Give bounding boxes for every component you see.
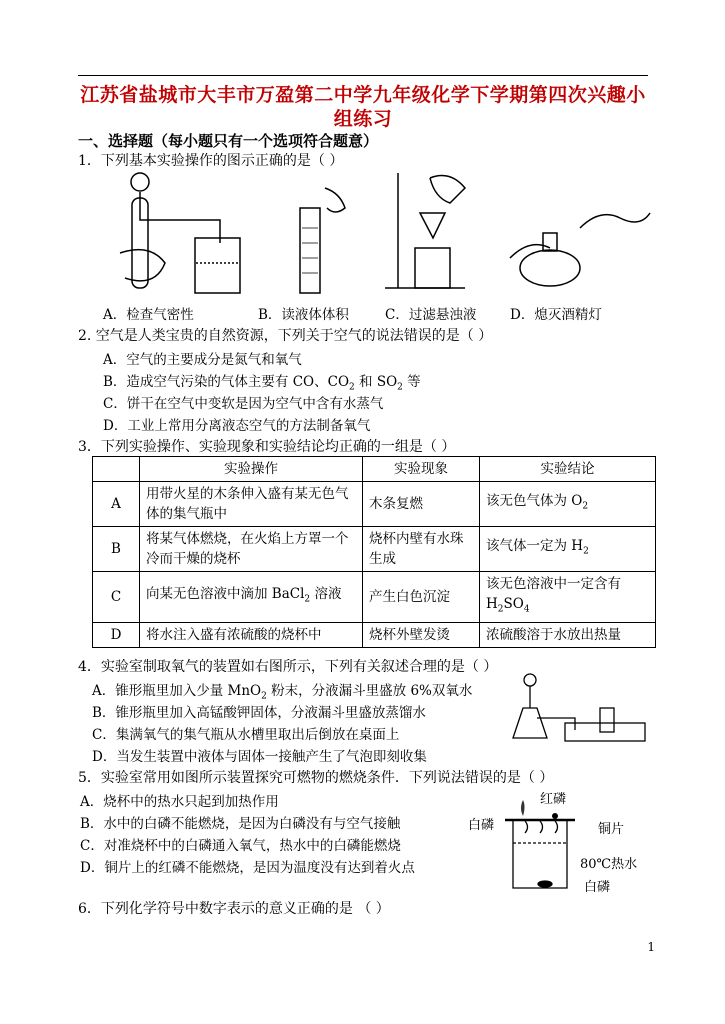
q1-option-a: A．检查气密性: [103, 307, 194, 323]
header-blank: [93, 457, 140, 482]
doc-title-line2: 组练习: [333, 108, 393, 130]
table-row: [93, 622, 656, 647]
top-rule: [78, 75, 648, 76]
row-conclusion: 该无色气体为 $O_2$: [480, 482, 656, 527]
page-number: 1: [647, 940, 655, 954]
q5-option-d: D．铜片上的红磷不能燃烧，是因为温度没有达到着火点: [80, 860, 415, 876]
doc-title-line1: 江苏省盐城市大丰市万盈第二中学九年级化学下学期第四次兴趣小: [80, 84, 646, 106]
row-operation: 将某气体燃烧，在火焰上方罩一个冷而干燥的烧杯: [140, 527, 363, 572]
label-hot-water: 80℃热水: [580, 857, 638, 872]
table-row: [93, 527, 656, 572]
q5-option-a: A．烧杯中的热水只起到加热作用: [80, 794, 279, 810]
section-heading: 一、选择题（每小题只有一个选项符合题意）: [78, 132, 379, 150]
airtightness-check-figure: [120, 173, 240, 293]
q1-stem: 1．下列基本实验操作的图示正确的是（ ）: [78, 153, 344, 169]
q1-option-c: C．过滤悬浊液: [385, 307, 477, 323]
q2-stem: 2. 空气是人类宝贵的自然资源，下列关于空气的说法错误的是（ ）: [78, 328, 493, 344]
table-header-row: [93, 457, 656, 482]
header-operation: 实验操作: [140, 457, 363, 482]
header-observation: 实验现象: [363, 457, 480, 482]
q2-option-c: C．饼干在空气中变软是因为空气中含有水蒸气: [103, 396, 384, 412]
q4-option-c: C．集满氧气的集气瓶从水槽里取出后倒放在桌面上: [92, 727, 400, 743]
q4-stem: 4．实验室制取氧气的装置如右图所示，下列有关叙述合理的是（ ）: [78, 659, 498, 675]
q1-option-b: B．读液体体积: [258, 307, 349, 323]
q5-option-c: C．对准烧杯中的白磷通入氧气，热水中的白磷能燃烧: [80, 838, 401, 854]
row-operation: 向某无色溶液中滴加 BaCl$_2$ 溶液: [140, 572, 363, 623]
row-label: A: [93, 482, 140, 527]
row-conclusion: 该无色溶液中一定含有 $H_2SO_4$: [480, 572, 656, 623]
q3-table: [92, 456, 656, 648]
label-white-phosphorus-bottom: 白磷: [584, 880, 611, 895]
row-operation: 用带火星的木条伸入盛有某无色气体的集气瓶中: [140, 482, 363, 527]
table-row: [93, 572, 656, 623]
row-label: C: [93, 572, 140, 623]
row-operation: 将水注入盛有浓硫酸的烧杯中: [140, 622, 363, 647]
q5-stem: 5．实验室常用如图所示装置探究可燃物的燃烧条件．下列说法错误的是（ ）: [78, 770, 554, 786]
q1-figures: [110, 168, 670, 298]
q2-option-a: A．空气的主要成分是氮气和氧气: [103, 352, 302, 368]
row-label: B: [93, 527, 140, 572]
header-conclusion: 实验结论: [480, 457, 656, 482]
q1-option-d: D．熄灭酒精灯: [510, 307, 602, 323]
q4-option-d: D．当发生装置中液体与固体一接触产生了气泡即刻收集: [92, 749, 427, 765]
label-white-phosphorus-top: 白磷: [468, 818, 495, 833]
label-copper-sheet: 铜片: [598, 822, 625, 837]
q6-stem: 6．下列化学符号中数字表示的意义正确的是 （ ）: [78, 901, 390, 917]
q4-option-b: B．锥形瓶里加入高锰酸钾固体，分液漏斗里盛放蒸馏水: [92, 705, 426, 721]
row-conclusion: 该气体一定为 $H_2$: [480, 527, 656, 572]
q2-option-d: D．工业上常用分离液态空气的方法制备氧气: [103, 418, 371, 434]
combustion-beaker-figure: [505, 798, 580, 893]
label-red-phosphorus: 红磷: [540, 792, 567, 807]
row-observation: 木条复燃: [363, 482, 480, 527]
row-observation: 产生白色沉淀: [363, 572, 480, 623]
table-row: [93, 482, 656, 527]
row-observation: 烧杯外壁发烫: [363, 622, 480, 647]
read-cylinder-figure: [300, 188, 345, 293]
q5-option-b: B．水中的白磷不能燃烧，是因为白磷没有与空气接触: [80, 816, 401, 832]
oxygen-apparatus-figure: [505, 668, 655, 748]
row-label: D: [93, 622, 140, 647]
alcohol-lamp-figure: [510, 213, 650, 286]
row-observation: 烧杯内壁有水珠生成: [363, 527, 480, 572]
q2-option-b: B．造成空气污染的气体主要有 CO、$CO_2$ 和 $SO_2$ 等: [103, 374, 421, 393]
row-conclusion: 浓硫酸溶于水放出热量: [480, 622, 656, 647]
q3-stem: 3．下列实验操作、实验现象和实验结论均正确的一组是（ ）: [78, 439, 456, 455]
q4-option-a: A．锥形瓶里加入少量 MnO$_2$ 粉末，分液漏斗里盛放 6%双氧水: [92, 683, 473, 702]
filtration-figure: [385, 173, 465, 288]
